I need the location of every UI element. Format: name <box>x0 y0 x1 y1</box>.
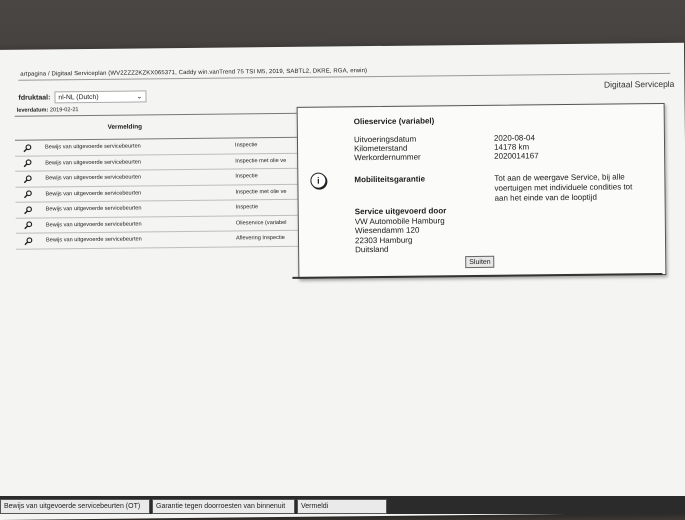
field-label: Werkordernummer <box>354 152 421 163</box>
taskbar-tab[interactable]: Bewijs van uitgevoerde servicebeurten (OT) <box>0 499 150 514</box>
chevron-down-icon: ⌄ <box>136 93 143 101</box>
service-by-label: Service uitgevoerd door <box>354 206 447 217</box>
magnifier-icon[interactable] <box>15 159 39 168</box>
row-description: Bewijs van uitgevoerde servicebeurten <box>45 190 142 198</box>
table-row[interactable] <box>16 231 316 250</box>
row-description: Bewijs van uitgevoerde servicebeurten <box>45 236 142 244</box>
row-type: Olieservice (variabel <box>235 219 287 227</box>
language-row <box>18 90 146 103</box>
service-provider <box>355 206 447 254</box>
mobility-label: Mobiliteitsgarantie <box>354 174 426 185</box>
magnifier-icon[interactable] <box>16 221 40 230</box>
magnifier-icon[interactable] <box>16 236 40 245</box>
breadcrumb: artpagina / Digitaal Serviceplan (WV2ZZZ2KZKX065371, Caddy win.vanTrend 75 TSI M5, 2019, SABTL2, DKRE, RGA, erwin) <box>20 68 368 78</box>
column-header-vermelding: Vermelding <box>107 123 143 131</box>
row-type: Aflevering Inspectie <box>235 235 285 242</box>
mobility-line: Tot aan de weergave Service, bij alle <box>494 172 625 183</box>
info-icon: i <box>310 173 326 189</box>
magnifier-icon[interactable] <box>15 143 39 152</box>
field-label: Kilometerstand <box>354 143 408 154</box>
printed-page <box>0 43 685 520</box>
delivery-label: leverdatum: <box>16 107 49 114</box>
table-header <box>15 114 315 141</box>
service-detail-dialog <box>297 103 667 279</box>
mobility-text <box>494 172 654 204</box>
service-line: VW Automobile Hamburg <box>354 215 445 226</box>
magnifier-icon[interactable] <box>16 205 40 214</box>
dialog-title: Olieservice (variabel) <box>353 116 435 127</box>
service-table <box>15 113 316 250</box>
delivery-date <box>17 107 79 114</box>
language-select[interactable] <box>54 90 146 103</box>
mobility-line: voertuigen met individuele condities tot <box>494 182 633 193</box>
row-description: Bewijs van uitgevoerde servicebeurten <box>44 143 141 151</box>
field-value: 14178 km <box>493 142 530 152</box>
row-description: Bewijs van uitgevoerde servicebeurten <box>45 205 142 213</box>
row-type: Inspectie <box>235 173 258 180</box>
taskbar-tab[interactable]: Vermeldi <box>297 499 387 514</box>
row-type: Inspectie <box>235 204 259 211</box>
magnifier-icon[interactable] <box>15 174 39 183</box>
row-description: Bewijs van uitgevoerde servicebeurten <box>45 174 142 182</box>
delivery-value: 2019-02-21 <box>49 107 79 114</box>
close-button[interactable]: Sluiten <box>465 256 495 268</box>
field-value: 2020014167 <box>494 151 539 161</box>
language-value: nl-NL (Dutch) <box>58 93 99 101</box>
field-value: 2020-08-04 <box>493 133 535 143</box>
field-label: Uitvoeringsdatum <box>353 134 417 145</box>
row-type: Inspectie met olie ve <box>235 188 287 196</box>
service-line: 22303 Hamburg <box>354 235 413 245</box>
language-label: fdruktaal: <box>18 93 51 102</box>
taskbar-tab[interactable]: Garantie tegen doorroesten van binnenuit <box>152 499 295 514</box>
row-description: Bewijs van uitgevoerde servicebeurten <box>45 159 141 167</box>
mobility-line: aan het einde van de looptijd <box>494 192 597 203</box>
app-title: Digitaal Servicepla <box>603 78 675 90</box>
row-type: Inspectie <box>234 142 258 149</box>
service-line: Duitsland <box>355 244 389 255</box>
row-type: Inspectie met olie ve <box>235 157 287 165</box>
magnifier-icon[interactable] <box>15 190 39 199</box>
row-description: Bewijs van uitgevoerde servicebeurten <box>45 221 142 229</box>
service-line: Wiesendamm 120 <box>354 225 420 236</box>
